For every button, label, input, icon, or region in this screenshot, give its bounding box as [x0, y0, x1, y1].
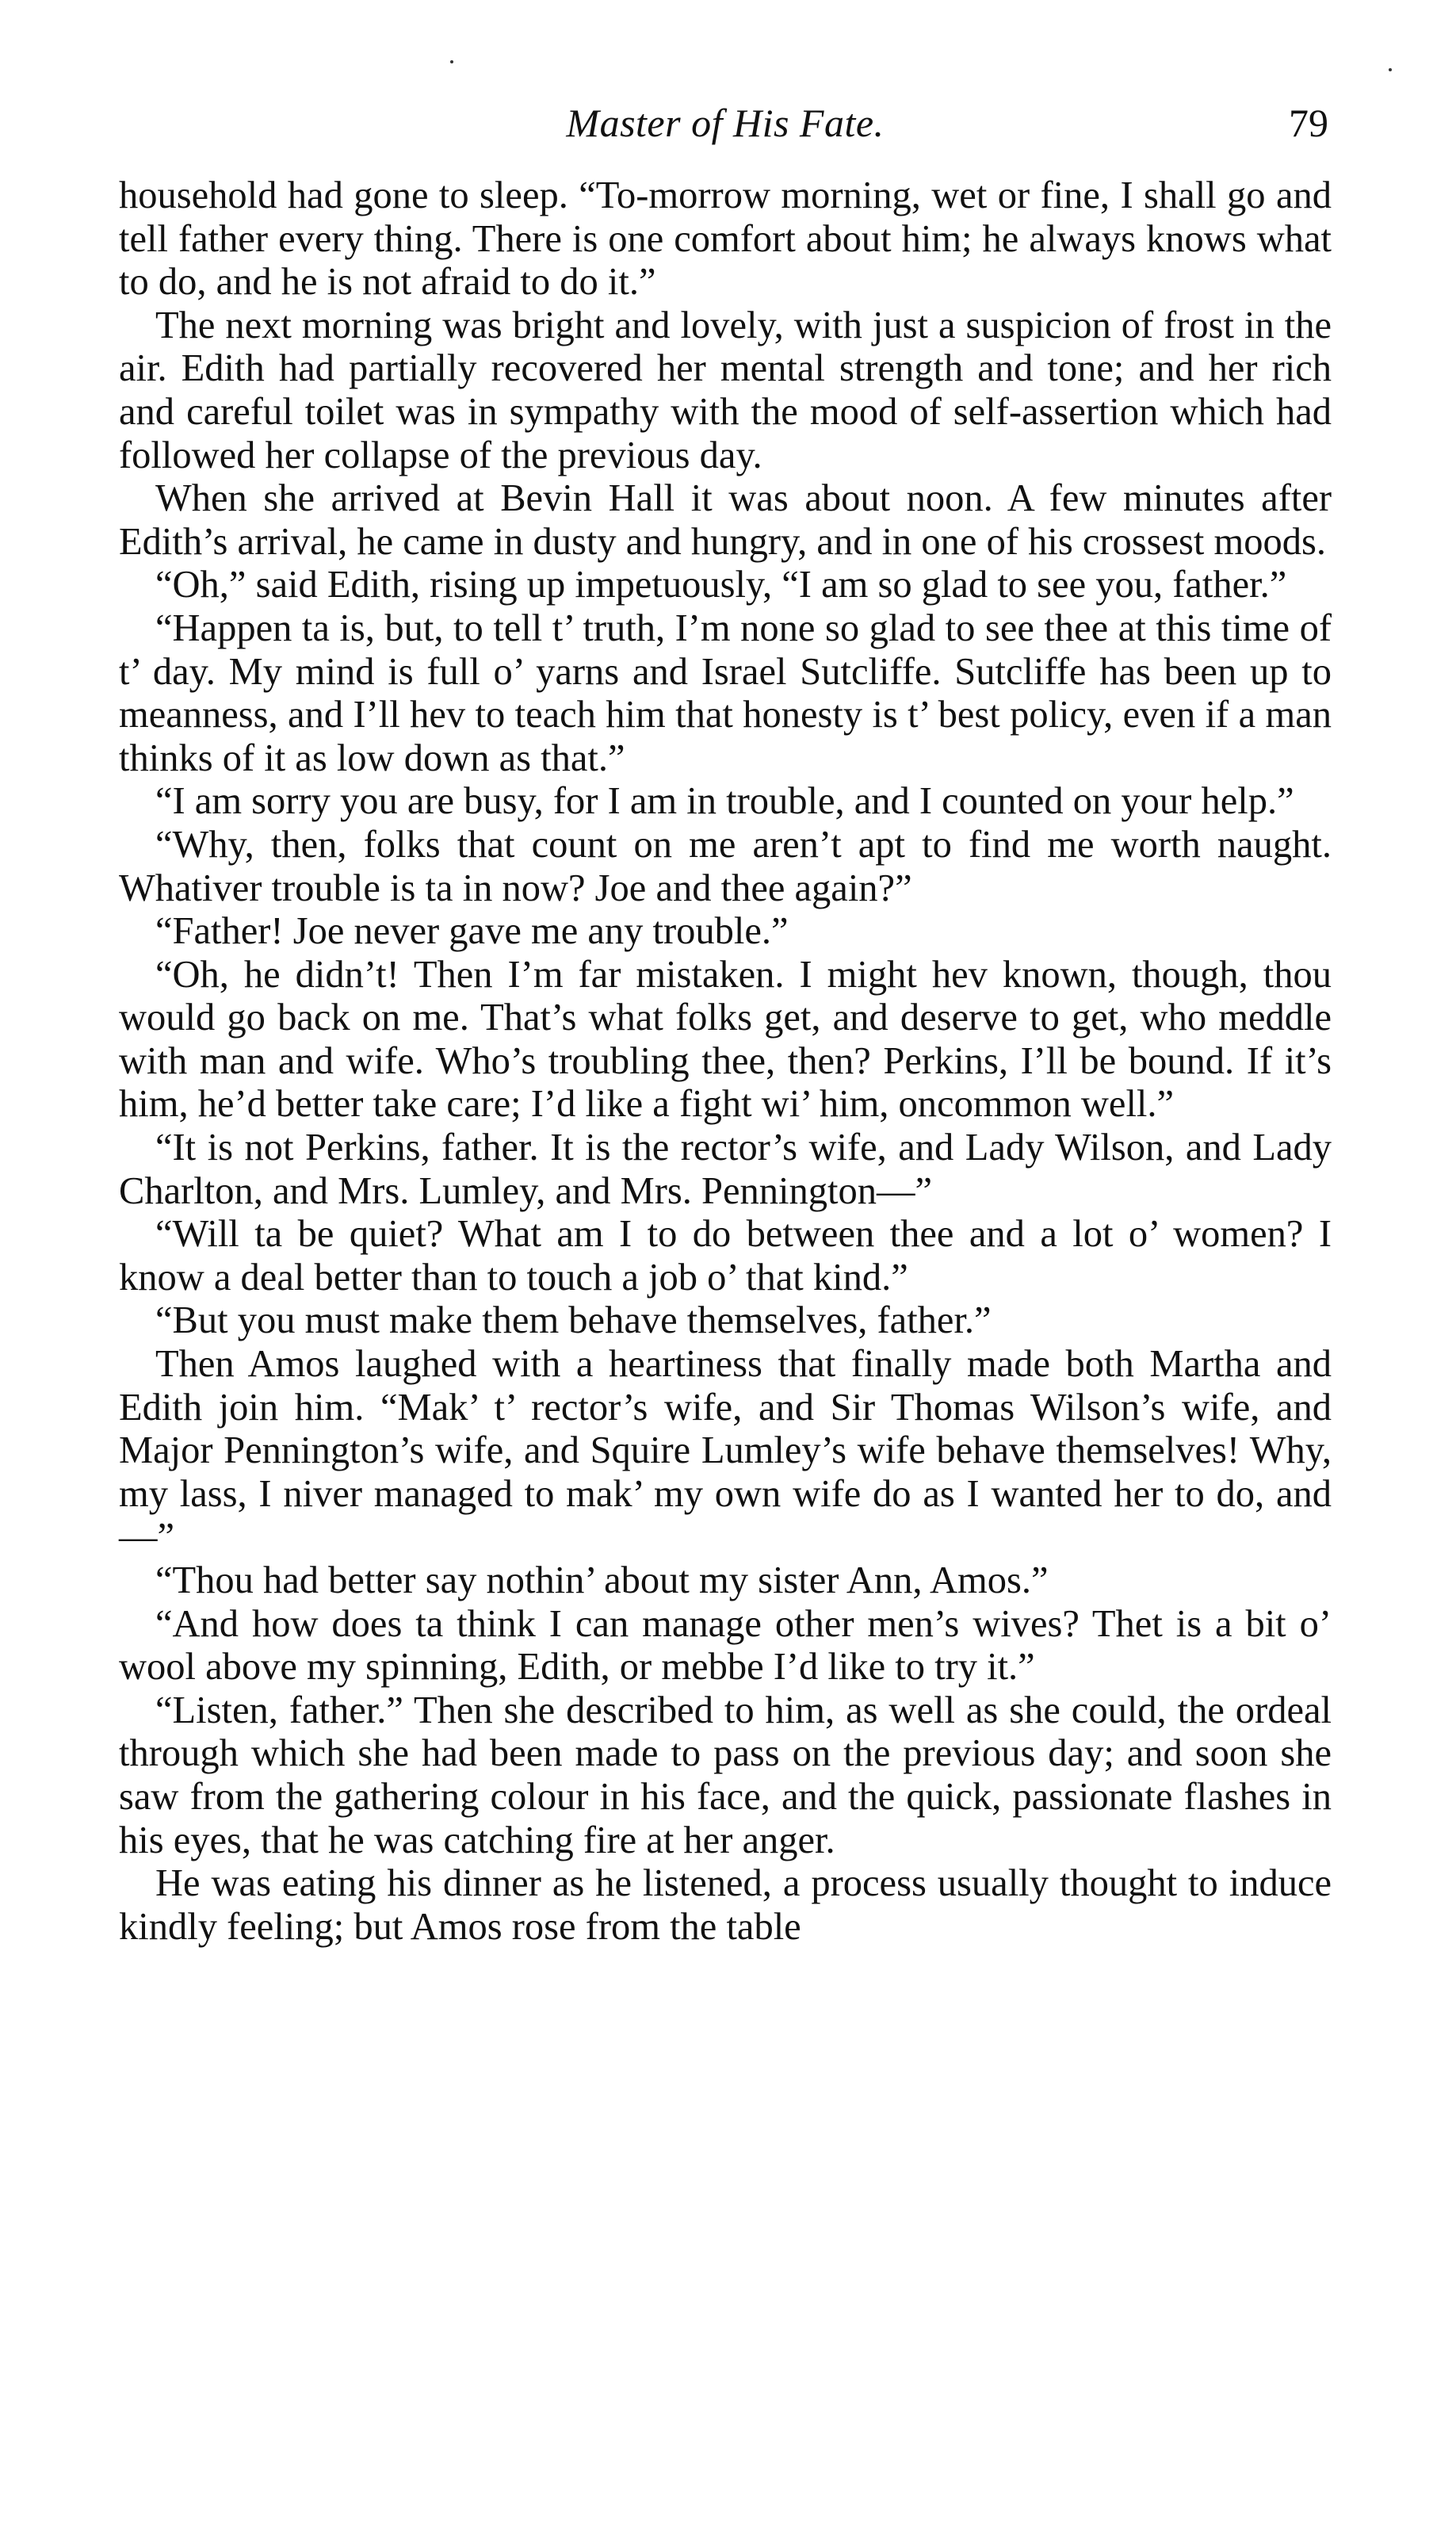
paragraph: “Listen, father.” Then she described to him, as well as she could, the ordeal through which she had been made to pass on the previous day; and soon she saw from the gathering colour in his face, and the quick, passionate flashes in his eyes, that he was catching fire at her anger.	[119, 1689, 1332, 1861]
paragraph: “Happen ta is, but, to tell t’ truth, I’m none so glad to see thee at this time of t’ day. My mind is full o’ yarns and Israel Sutcliffe. Sutcliffe has been up to meanness, and I’ll hev to teach him that honesty is t’ best policy, even if a man thinks of it as low down as that.”	[119, 606, 1332, 779]
paragraph: “And how does ta think I can manage other men’s wives? Thet is a bit o’ wool above my spinning, Edith, or mebbe I’d like to try it.”	[119, 1602, 1332, 1689]
paragraph: “Thou had better say nothin’ about my sister Ann, Amos.”	[155, 1559, 1049, 1601]
paragraph: household had gone to sleep. “To-morrow morning, wet or fine, I shall go and tell father every thing. There is one comfort about him; he always knows what to do, and he is not afraid to do it.”	[119, 174, 1332, 304]
paragraph: “Why, then, folks that count on me aren’t apt to find me worth naught. Whativer trouble is ta in now? Joe and thee again?”	[119, 823, 1332, 909]
print-speck	[450, 60, 453, 63]
paragraph: He was eating his dinner as he listened, a process usually thought to induce kindly feeling; but Amos rose from the table	[119, 1862, 1332, 1948]
paragraph: When she arrived at Bevin Hall it was about noon. A few minutes after Edith’s arrival, he came in dusty and hungry, and in one of his crossest moods.	[119, 477, 1332, 563]
paragraph: “Father! Joe never gave me any trouble.”	[155, 910, 789, 953]
page-header	[119, 79, 1332, 174]
paragraph: Then Amos laughed with a heartiness that finally made both Martha and Edith join him. “Mak’ t’ rector’s wife, and Sir Thomas Wilson’s wife, and Major Pennington’s wife, and Squire Lumley’s wife behave themselves! Why, my lass, I niver managed to mak’ my own wife do as I wanted her to do, and—”	[119, 1343, 1332, 1559]
paragraph: “It is not Perkins, father. It is the rector’s wife, and Lady Wilson, and Lady Charlton, and Mrs. Lumley, and Mrs. Pennington—”	[119, 1127, 1332, 1212]
page-number: 79	[1289, 101, 1328, 145]
body-text	[119, 174, 1332, 1949]
paragraph: The next morning was bright and lovely, with just a suspicion of frost in the air. Edith had partially recovered her mental strength and tone; and her rich and careful toilet was in sympathy with the mood of self-assertion which had followed her collapse of the previous day.	[119, 304, 1332, 476]
running-title: Master of His Fate.	[566, 101, 885, 145]
book-page	[119, 79, 1332, 2450]
paragraph: “Will ta be quiet? What am I to do between thee and a lot o’ women? I know a deal better than to touch a job o’ that kind.”	[119, 1213, 1332, 1299]
paragraph: “Oh,” said Edith, rising up impetuously, “I am so glad to see you, father.”	[155, 564, 1287, 606]
paragraph: “Oh, he didn’t! Then I’m far mistaken. I might hev known, though, thou would go back on me. That’s what folks get, and deserve to get, who meddle with man and wife. Who’s troubling thee, then? Perkins, I’ll be bound. If it’s him, he’d better take care; I’d like a fight wi’ him, oncommon well.”	[119, 953, 1332, 1126]
print-speck	[1389, 68, 1392, 71]
paragraph: “I am sorry you are busy, for I am in trouble, and I counted on your help.”	[155, 780, 1294, 823]
paragraph: “But you must make them behave themselves, father.”	[155, 1299, 992, 1342]
